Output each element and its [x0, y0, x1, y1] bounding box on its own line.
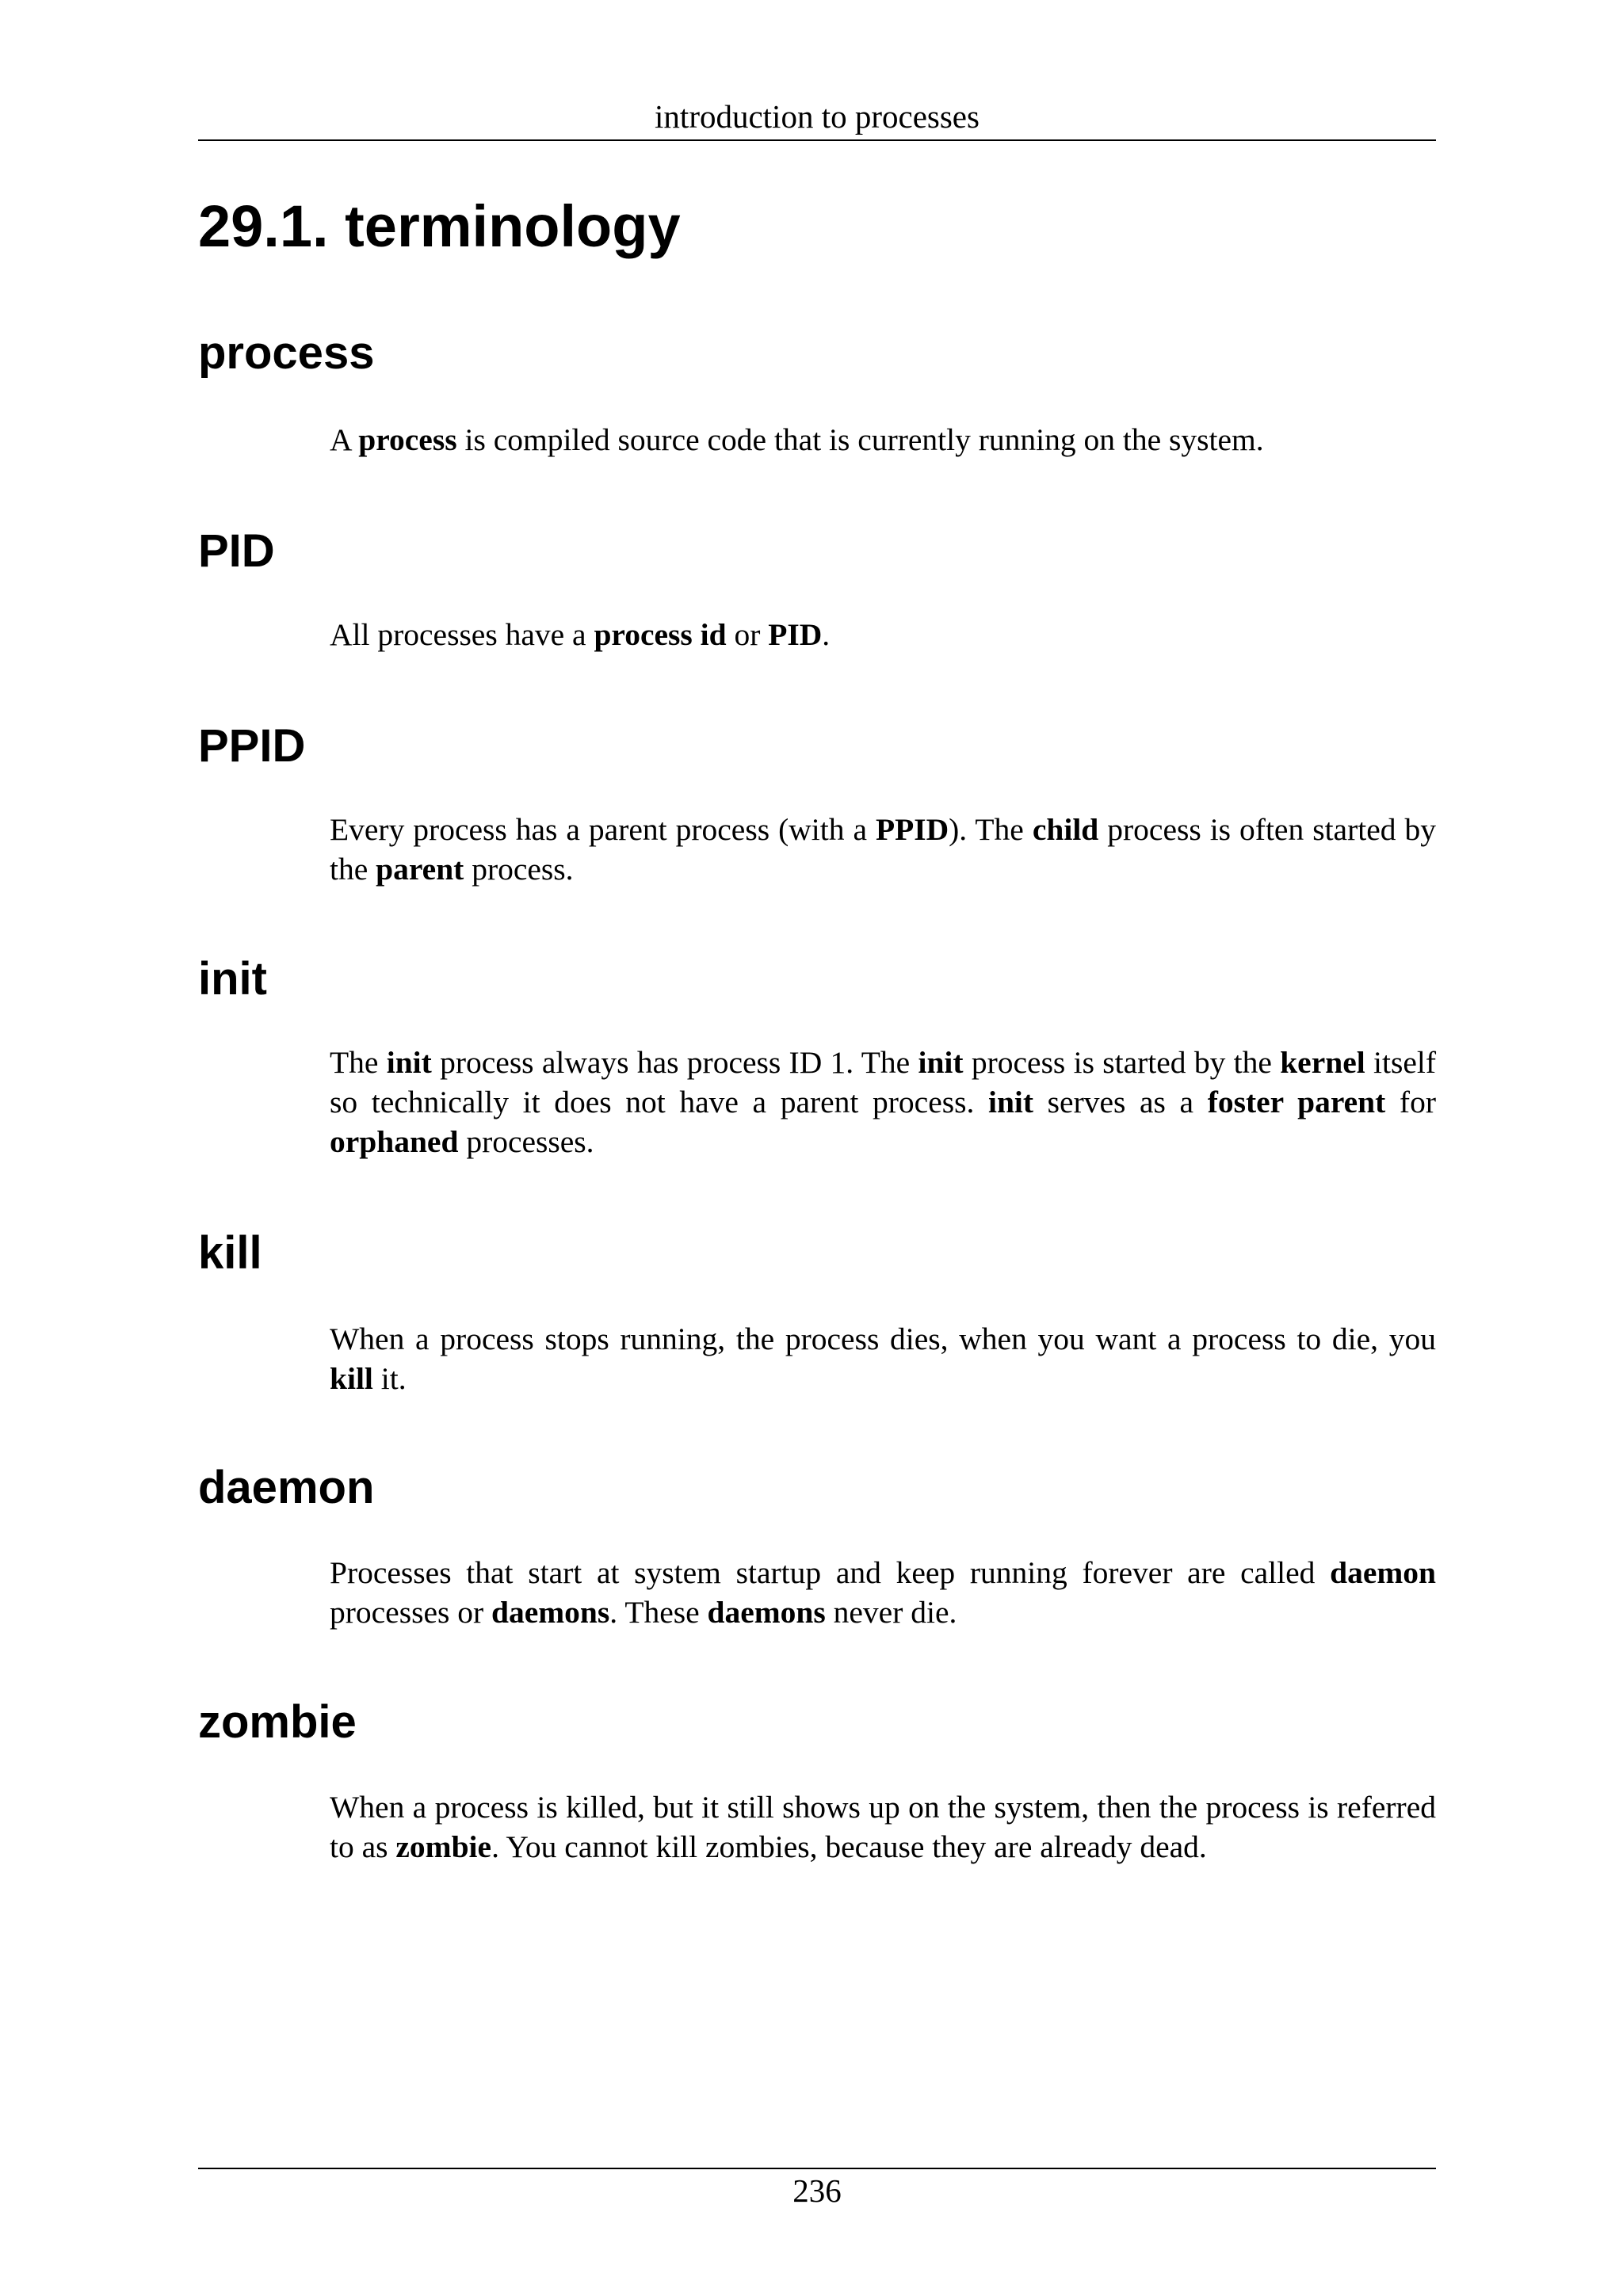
term-definition-process: A process is compiled source code that is currently running on the system.	[330, 422, 1264, 457]
term-definition-zombie: When a process is killed, but it still shows up on the system, then the process is referred to as zombie. You cannot kill zombies, because they are already dead.	[330, 1790, 1436, 1864]
term-definition-pid: All processes have a process id or PID.	[330, 617, 831, 652]
bold-term: parent	[376, 852, 464, 887]
bold-term: kernel	[1280, 1045, 1365, 1080]
bold-term: zombie	[395, 1829, 492, 1864]
bold-term: process	[358, 422, 457, 457]
bold-term: daemons	[707, 1595, 826, 1630]
term-heading-daemon: daemon	[198, 1462, 375, 1513]
bold-term: foster parent	[1207, 1085, 1386, 1119]
document-page	[198, 0, 1436, 2296]
page-number: 236	[792, 2172, 842, 2209]
term-heading-process: process	[198, 327, 375, 379]
term-definition-init: The init process always has process ID 1. The init process is started by the kernel itself so technically it does not have a parent process. init serves as a foster parent for orphaned processes.	[330, 1045, 1436, 1159]
term-heading-zombie: zombie	[198, 1696, 357, 1748]
bold-term: child	[1032, 812, 1099, 847]
term-definition-kill: When a process stops running, the process dies, when you want a process to die, you kill it.	[330, 1322, 1436, 1396]
bold-term: init	[918, 1045, 964, 1080]
bold-term: kill	[330, 1361, 373, 1396]
running-header: introduction to processes	[655, 98, 980, 135]
bold-term: orphaned	[330, 1124, 459, 1159]
term-heading-kill: kill	[198, 1227, 262, 1279]
section-title: 29.1. terminology	[198, 193, 681, 259]
bold-term: init	[987, 1085, 1034, 1119]
bold-term: PPID	[875, 812, 949, 847]
header-rule	[198, 139, 1436, 141]
bold-term: daemons	[491, 1595, 610, 1630]
term-definition-daemon: Processes that start at system startup and keep running forever are called daemon processes or daemons. These daemons never die.	[330, 1555, 1436, 1630]
term-heading-ppid: PPID	[198, 720, 306, 772]
bold-term: process id	[594, 617, 727, 652]
bold-term: PID	[768, 617, 823, 652]
term-heading-pid: PID	[198, 525, 275, 577]
term-heading-init: init	[198, 953, 267, 1005]
bold-term: daemon	[1330, 1555, 1436, 1590]
term-definition-ppid: Every process has a parent process (with a PPID). The child process is often started by the parent process.	[330, 812, 1436, 887]
bold-term: init	[386, 1045, 432, 1080]
